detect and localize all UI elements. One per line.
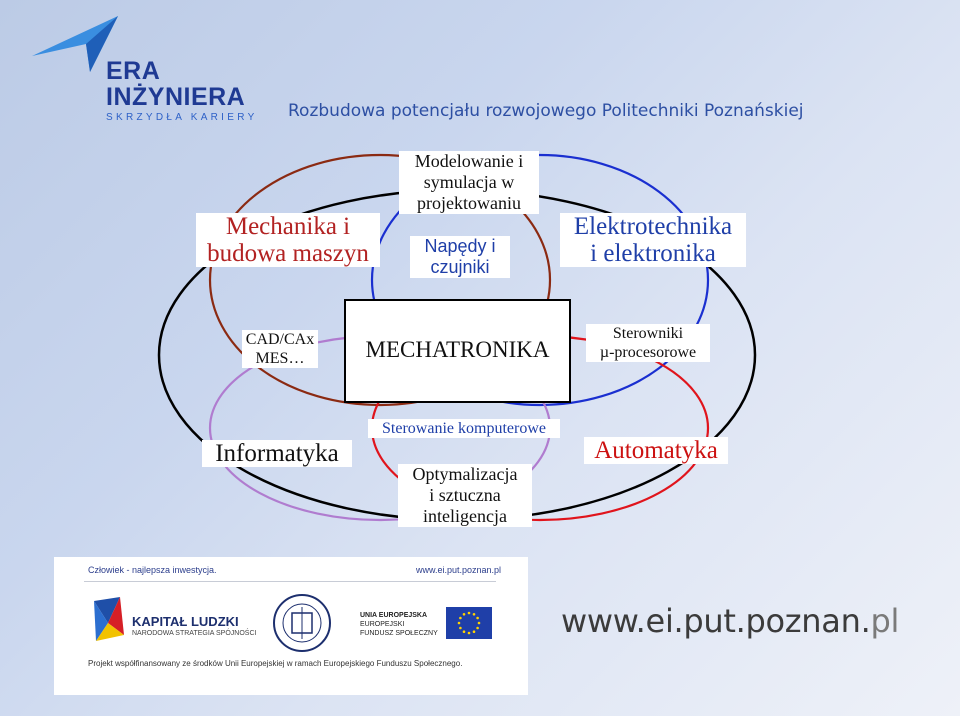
drives-sensors-label: Napędy i czujniki — [410, 236, 510, 278]
mechanics-label: Mechanika i budowa maszyn — [196, 213, 380, 267]
eu-line2: EUROPEJSKI — [360, 621, 405, 628]
cad-label: CAD/CAx MES… — [242, 330, 318, 368]
footer-url-small: www.ei.put.poznan.pl — [416, 565, 502, 575]
optimization-label: Optymalizacja i sztuczna inteligencja — [398, 464, 532, 527]
eu-flag-icon — [446, 607, 492, 639]
kapital-title: KAPITAŁ LUDZKI — [132, 614, 239, 629]
project-note: Projekt współfinansowany ze środków Unii Europejskiej w ramach Europejskiego Funduszu Społecznego. — [88, 659, 463, 668]
logo-subtitle: SKRZYDŁA KARIERY — [106, 112, 258, 123]
modelling-label: Modelowanie i symulacja w projektowaniu — [399, 151, 539, 214]
university-seal-icon — [272, 593, 332, 653]
logo-title: ERA INŻYNIERA — [106, 57, 246, 111]
eu-footer-panel — [54, 557, 528, 695]
automation-label: Automatyka — [584, 437, 728, 464]
eu-line1: UNIA EUROPEJSKA — [360, 612, 428, 619]
kapital-subtitle: NARODOWA STRATEGIA SPÓJNOŚCI — [132, 630, 257, 637]
center-title: MECHATRONIKA — [365, 337, 550, 362]
website-prefix: www.ei.put.poznan. — [561, 602, 871, 640]
informatics-label: Informatyka — [202, 440, 352, 467]
website-suffix: pl — [870, 602, 900, 640]
page-title: Rozbudowa potencjału rozwojowego Politechniki Poznańskiej — [288, 101, 804, 121]
footer-divider — [84, 581, 496, 582]
computer-control-label: Sterowanie komputerowe — [368, 419, 560, 438]
eu-line3: FUNDUSZ SPOŁECZNY — [360, 630, 438, 637]
kapital-ludzki-logo-icon — [90, 595, 126, 645]
controllers-label: Sterowniki µ-procesorowe — [586, 324, 710, 362]
electrical-label: Elektrotechnika i elektronika — [560, 213, 746, 267]
footer-tagline: Człowiek - najlepsza inwestycja. — [88, 565, 217, 575]
website-link[interactable] — [561, 602, 899, 640]
